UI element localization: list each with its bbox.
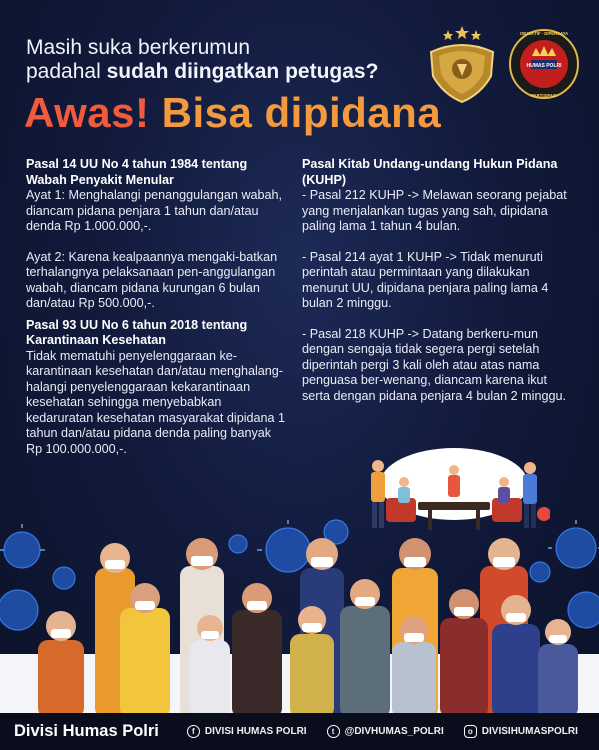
footer-twitter[interactable] (327, 725, 444, 738)
section2-body: Tidak mematuhi penyelenggaraan ke-karantinaan kesehatan dan/atau menghalang-halangi penyelenggaraan kekarantinaan kesehatan sehingga menyebabkan kedaruratan kesehatan masyarakat dipidana 1 tahun dan/atau pidana denda paling banyak Rp 100.000.000,-. (26, 348, 286, 456)
twitter-handle: @DIVHUMAS_POLRI (344, 726, 444, 737)
right-column (302, 157, 574, 404)
section1-ayat2: Ayat 2: Karena kealpaannya mengaki-batkan terhalangnya pelaksanaan pen-anggulangan wabah, diancam pidana kurungan 6 bulan dan/atau Rp 500.000,-. (26, 249, 278, 310)
footer-bar (0, 713, 599, 750)
humas-polri-seal-logo (509, 26, 579, 102)
polri-badge-logo (421, 24, 503, 104)
footer-facebook[interactable] (187, 725, 307, 738)
main-title (24, 88, 441, 138)
seal-text-top: OBJEKTIF · DIPERCAYA (519, 31, 569, 36)
facebook-icon: f (187, 725, 200, 738)
footer-brand: Divisi Humas Polri (14, 722, 159, 740)
headline-plain: padahal (26, 60, 107, 83)
facebook-handle: DIVISI HUMAS POLRI (204, 726, 307, 737)
twitter-icon: t (327, 725, 340, 738)
footer-instagram[interactable] (464, 725, 578, 738)
title-bisa-dipidana: Bisa dipidana (149, 89, 442, 136)
seal-text-humas: HUMAS POLRI (526, 63, 562, 69)
left-column (26, 157, 288, 457)
section1-title: Pasal 14 UU No 4 tahun 1984 tentang Wabah Penyakit Menular (26, 157, 248, 187)
title-awas: Awas! (24, 89, 150, 136)
kuhp-item-218: - Pasal 218 KUHP -> Datang berkeru-mun dengan sengaja tidak segera pergi setelah diperintah pergi 3 kali oleh atau atas nama penguasa ber-wenang, diancam karena ikut serta dengan pidana penjara 4 bulan 2 minggu. (302, 326, 566, 403)
seal-text-bottom: PARTISIPASI (531, 93, 557, 98)
instagram-icon: o (464, 725, 477, 738)
headline-line2 (26, 60, 378, 84)
headline-line1: Masih suka berkerumun (26, 36, 251, 59)
crowd-with-masks-illustration (0, 506, 599, 718)
section2-title: Pasal 93 UU No 6 tahun 2018 tentang Karantinaan Kesehatan (26, 317, 248, 347)
kuhp-title: Pasal Kitab Undang-undang Hukun Pidana (KUHP) (302, 157, 558, 187)
headline-bold: sudah diingatkan petugas? (106, 60, 379, 83)
instagram-handle: DIVISIHUMASPOLRI (481, 726, 578, 737)
kuhp-item-214: - Pasal 214 ayat 1 KUHP -> Tidak menuruti perintah atau permintaan yang dilakukan menurut UU, dipidana penjara paling lama 4 bulan 2 minggu. (302, 249, 549, 310)
kuhp-item-212: - Pasal 212 KUHP -> Melawan seorang pejabat yang menjalankan tugas yang sah, dipidana paling lama 1 tahun 4 bulan. (302, 188, 567, 233)
section1-ayat1: Ayat 1: Menghalangi penanggulangan wabah, diancam pidana penjara 1 tahun dan/atau denda Rp 1.000.000,-. (26, 188, 283, 233)
